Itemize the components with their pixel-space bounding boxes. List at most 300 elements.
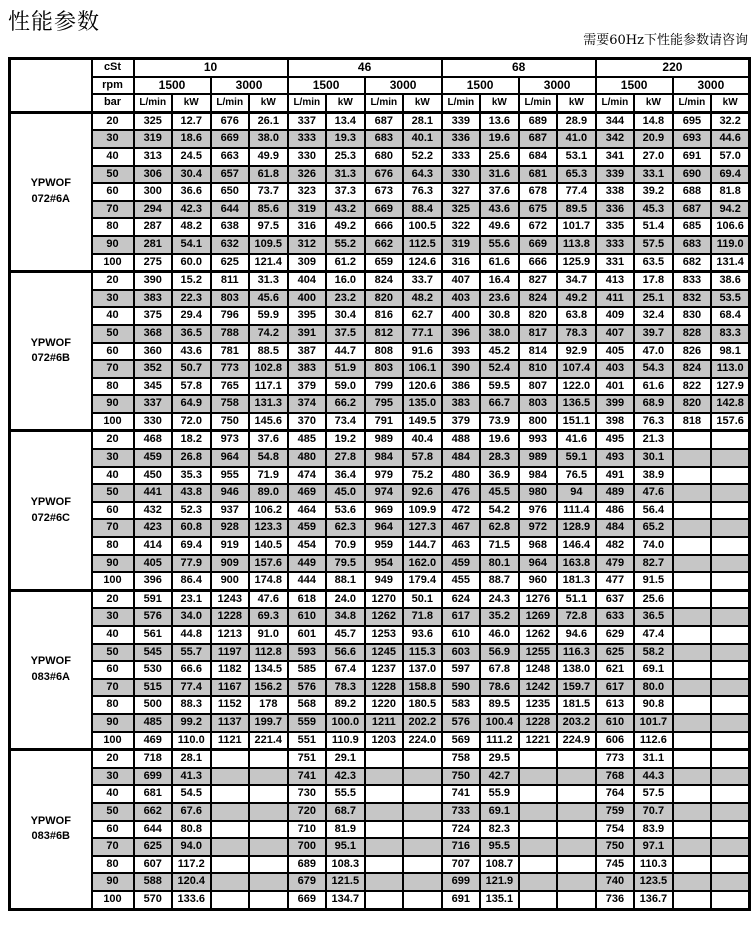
bar-cell: 40: [92, 307, 134, 325]
data-cell: 1242: [519, 679, 558, 697]
data-cell: 331: [596, 254, 635, 272]
data-cell: [711, 821, 750, 839]
data-cell: 413: [596, 272, 635, 290]
data-cell: 93.6: [403, 626, 442, 644]
data-cell: 390: [442, 360, 481, 378]
data-cell: 39.7: [634, 325, 673, 343]
bar-cell: 50: [92, 803, 134, 821]
data-cell: 370: [288, 413, 327, 431]
data-cell: [711, 803, 750, 821]
data-cell: [711, 608, 750, 626]
rpm-3000: 3000: [211, 77, 288, 95]
data-cell: 972: [519, 519, 558, 537]
data-cell: 720: [288, 803, 327, 821]
data-cell: 47.4: [634, 626, 673, 644]
table-row: [10, 395, 750, 413]
data-cell: 716: [442, 838, 481, 856]
data-cell: 750: [442, 768, 481, 786]
bar-cell: 90: [92, 395, 134, 413]
data-cell: 28.3: [480, 449, 519, 467]
data-cell: 491: [596, 467, 635, 485]
table-row: [10, 644, 750, 662]
data-cell: [211, 803, 250, 821]
data-cell: 92.6: [403, 484, 442, 502]
header-row-rpm: [10, 77, 750, 95]
data-cell: 60.0: [172, 254, 211, 272]
data-cell: 683: [365, 130, 404, 148]
data-cell: 1228: [365, 679, 404, 697]
data-cell: 1255: [519, 644, 558, 662]
data-cell: 405: [134, 555, 173, 573]
data-cell: 91.5: [634, 572, 673, 590]
data-cell: 64.9: [172, 395, 211, 413]
data-cell: 47.0: [634, 343, 673, 361]
data-cell: 313: [134, 148, 173, 166]
data-cell: 325: [442, 201, 481, 219]
data-cell: [249, 750, 288, 768]
data-cell: 312: [288, 236, 327, 254]
data-cell: 691: [673, 148, 712, 166]
data-cell: 800: [519, 413, 558, 431]
data-cell: 467: [442, 519, 481, 537]
data-cell: [249, 838, 288, 856]
data-cell: 824: [519, 290, 558, 308]
data-cell: 326: [288, 166, 327, 184]
data-cell: 113.0: [711, 360, 750, 378]
data-cell: 485: [134, 714, 173, 732]
data-cell: 157.6: [249, 555, 288, 573]
data-cell: 583: [442, 696, 481, 714]
data-cell: 808: [365, 343, 404, 361]
table-row: [10, 785, 750, 803]
data-cell: 395: [288, 307, 327, 325]
data-cell: 309: [288, 254, 327, 272]
data-cell: 25.6: [480, 148, 519, 166]
data-cell: 976: [519, 502, 558, 520]
data-cell: 59.1: [557, 449, 596, 467]
data-cell: 89.5: [557, 201, 596, 219]
table-row: [10, 290, 750, 308]
data-cell: 62.7: [403, 307, 442, 325]
data-cell: 1167: [211, 679, 250, 697]
data-cell: 669: [365, 201, 404, 219]
data-cell: 955: [211, 467, 250, 485]
data-cell: [673, 873, 712, 891]
data-cell: [711, 502, 750, 520]
data-cell: 480: [442, 467, 481, 485]
data-cell: [211, 750, 250, 768]
data-cell: 745: [596, 856, 635, 874]
data-cell: [249, 768, 288, 786]
data-cell: 335: [596, 218, 635, 236]
data-cell: 403: [442, 290, 481, 308]
bar-cell: 20: [92, 590, 134, 608]
data-cell: 676: [211, 112, 250, 130]
data-cell: [673, 768, 712, 786]
unit-flow: L/min: [442, 94, 481, 112]
data-cell: 687: [519, 130, 558, 148]
data-cell: 16.0: [326, 272, 365, 290]
data-cell: 80.1: [480, 555, 519, 573]
data-cell: 101.7: [634, 714, 673, 732]
data-cell: 316: [288, 218, 327, 236]
data-cell: [711, 785, 750, 803]
data-cell: [711, 891, 750, 909]
unit-power: kW: [711, 94, 750, 112]
data-cell: 224.0: [403, 732, 442, 750]
data-cell: 1253: [365, 626, 404, 644]
data-cell: 72.8: [557, 608, 596, 626]
data-cell: 82.7: [634, 555, 673, 573]
data-cell: 91.0: [249, 626, 288, 644]
data-cell: 803: [211, 290, 250, 308]
data-cell: 398: [596, 413, 635, 431]
data-cell: 76.3: [634, 413, 673, 431]
data-cell: 569: [442, 732, 481, 750]
data-cell: 24.5: [172, 148, 211, 166]
data-cell: 909: [211, 555, 250, 573]
data-cell: 42.3: [172, 201, 211, 219]
data-cell: 18.6: [172, 130, 211, 148]
data-cell: 19.3: [326, 130, 365, 148]
bar-cell: 80: [92, 696, 134, 714]
data-cell: 333: [596, 236, 635, 254]
data-cell: 181.5: [557, 696, 596, 714]
data-cell: 71.8: [403, 608, 442, 626]
data-cell: 95.1: [326, 838, 365, 856]
data-cell: 122.0: [557, 378, 596, 396]
data-cell: 77.4: [172, 679, 211, 697]
data-cell: [673, 449, 712, 467]
data-cell: 81.9: [326, 821, 365, 839]
data-cell: 52.3: [172, 502, 211, 520]
data-cell: 57.8: [403, 449, 442, 467]
data-cell: 57.5: [634, 236, 673, 254]
table-row: [10, 768, 750, 786]
data-cell: 391: [288, 325, 327, 343]
table-row: [10, 873, 750, 891]
data-cell: 30.1: [634, 449, 673, 467]
table-row: [10, 431, 750, 449]
data-cell: 140.5: [249, 537, 288, 555]
data-cell: 281: [134, 236, 173, 254]
data-cell: 37.3: [326, 183, 365, 201]
cst-group-10: 10: [134, 59, 288, 77]
table-row: [10, 821, 750, 839]
model-cell: [10, 431, 92, 590]
data-cell: 54.3: [634, 360, 673, 378]
data-cell: 95.5: [480, 838, 519, 856]
data-cell: 803: [365, 360, 404, 378]
data-cell: 830: [673, 307, 712, 325]
unit-flow: L/min: [673, 94, 712, 112]
data-cell: 23.1: [172, 590, 211, 608]
data-cell: 617: [596, 679, 635, 697]
data-cell: 339: [442, 112, 481, 130]
data-cell: [673, 431, 712, 449]
data-cell: 45.7: [326, 626, 365, 644]
data-cell: 730: [288, 785, 327, 803]
page-title: 性能参数: [8, 10, 101, 35]
data-cell: 707: [442, 856, 481, 874]
data-cell: 1220: [365, 696, 404, 714]
data-cell: 45.0: [326, 484, 365, 502]
data-cell: 41.0: [557, 130, 596, 148]
data-cell: 203.2: [557, 714, 596, 732]
data-cell: 85.6: [249, 201, 288, 219]
data-cell: [673, 608, 712, 626]
data-cell: [557, 856, 596, 874]
bar-cell: 40: [92, 148, 134, 166]
data-cell: 31.3: [326, 166, 365, 184]
data-cell: 740: [596, 873, 635, 891]
unit-power: kW: [403, 94, 442, 112]
data-cell: 650: [211, 183, 250, 201]
data-cell: 750: [211, 413, 250, 431]
data-cell: 73.4: [326, 413, 365, 431]
data-cell: 108.7: [480, 856, 519, 874]
data-cell: 77.9: [172, 555, 211, 573]
data-cell: [249, 873, 288, 891]
data-cell: 441: [134, 484, 173, 502]
data-cell: 1228: [211, 608, 250, 626]
model-line2: 083#6A: [31, 670, 71, 683]
data-cell: 663: [211, 148, 250, 166]
data-cell: 23.6: [480, 290, 519, 308]
data-cell: 469: [288, 484, 327, 502]
table-row: [10, 661, 750, 679]
unit-flow: L/min: [365, 94, 404, 112]
bar-cell: 90: [92, 873, 134, 891]
data-cell: 316: [442, 254, 481, 272]
data-cell: 606: [596, 732, 635, 750]
data-cell: [211, 768, 250, 786]
data-cell: 74.0: [634, 537, 673, 555]
data-cell: 74.2: [249, 325, 288, 343]
data-cell: 754: [596, 821, 635, 839]
bar-cell: 60: [92, 821, 134, 839]
data-cell: [557, 768, 596, 786]
data-cell: 493: [596, 449, 635, 467]
table-row: [10, 838, 750, 856]
data-cell: 36.5: [172, 325, 211, 343]
data-cell: 495: [596, 431, 635, 449]
table-row: [10, 891, 750, 909]
performance-table: [8, 57, 751, 911]
table-row: [10, 112, 750, 130]
data-cell: 327: [442, 183, 481, 201]
data-cell: 638: [211, 218, 250, 236]
data-cell: 116.3: [557, 644, 596, 662]
data-cell: 484: [596, 519, 635, 537]
data-cell: 468: [134, 431, 173, 449]
data-cell: 61.6: [480, 254, 519, 272]
data-cell: 59.0: [326, 378, 365, 396]
data-cell: 121.9: [480, 873, 519, 891]
data-cell: 22.3: [172, 290, 211, 308]
data-cell: 824: [673, 360, 712, 378]
data-cell: 820: [365, 290, 404, 308]
data-cell: 120.4: [172, 873, 211, 891]
data-cell: 67.8: [480, 661, 519, 679]
data-cell: 82.3: [480, 821, 519, 839]
data-cell: 108.3: [326, 856, 365, 874]
data-cell: 181.3: [557, 572, 596, 590]
table-row: [10, 696, 750, 714]
data-cell: 136.7: [634, 891, 673, 909]
data-cell: 432: [134, 502, 173, 520]
data-cell: 454: [288, 537, 327, 555]
data-cell: [673, 891, 712, 909]
data-cell: 224.9: [557, 732, 596, 750]
data-cell: 110.3: [634, 856, 673, 874]
data-cell: 55.7: [172, 644, 211, 662]
data-cell: 515: [134, 679, 173, 697]
data-cell: 128.9: [557, 519, 596, 537]
data-cell: [249, 856, 288, 874]
data-cell: 352: [134, 360, 173, 378]
data-cell: 826: [673, 343, 712, 361]
data-cell: 88.1: [326, 572, 365, 590]
data-cell: 764: [596, 785, 635, 803]
data-cell: 134.7: [326, 891, 365, 909]
table-row: [10, 467, 750, 485]
bar-cell: 20: [92, 750, 134, 768]
data-cell: 325: [134, 112, 173, 130]
data-cell: 689: [288, 856, 327, 874]
data-cell: 117.2: [172, 856, 211, 874]
table-row: [10, 626, 750, 644]
data-cell: 44.8: [172, 626, 211, 644]
data-cell: 820: [673, 395, 712, 413]
data-cell: 561: [134, 626, 173, 644]
data-cell: 414: [134, 537, 173, 555]
data-cell: 36.9: [480, 467, 519, 485]
data-cell: 796: [211, 307, 250, 325]
data-cell: [673, 750, 712, 768]
data-cell: 820: [519, 307, 558, 325]
data-cell: [519, 821, 558, 839]
data-cell: 30.4: [172, 166, 211, 184]
data-cell: 13.4: [326, 112, 365, 130]
table-body: [10, 112, 750, 909]
bar-cell: 30: [92, 290, 134, 308]
table-row: [10, 732, 750, 750]
data-cell: 486: [596, 502, 635, 520]
data-cell: 125.9: [557, 254, 596, 272]
data-cell: 683: [673, 236, 712, 254]
data-cell: 489: [596, 484, 635, 502]
data-cell: 484: [442, 449, 481, 467]
data-cell: 404: [288, 272, 327, 290]
rpm-label: rpm: [92, 77, 134, 95]
data-cell: 26.8: [172, 449, 211, 467]
data-cell: 72.0: [172, 413, 211, 431]
data-cell: 115.3: [403, 644, 442, 662]
data-cell: 383: [134, 290, 173, 308]
data-cell: 479: [596, 555, 635, 573]
data-cell: 90.8: [634, 696, 673, 714]
data-cell: 832: [673, 290, 712, 308]
data-cell: 68.9: [634, 395, 673, 413]
data-cell: 109.5: [249, 236, 288, 254]
data-cell: 306: [134, 166, 173, 184]
bar-cell: 80: [92, 378, 134, 396]
bar-cell: 60: [92, 343, 134, 361]
data-cell: 145.6: [249, 413, 288, 431]
data-cell: 928: [211, 519, 250, 537]
data-cell: 964: [365, 519, 404, 537]
data-cell: 43.8: [172, 484, 211, 502]
data-cell: [673, 696, 712, 714]
data-cell: 576: [442, 714, 481, 732]
data-cell: 121.4: [249, 254, 288, 272]
data-cell: 618: [288, 590, 327, 608]
data-cell: 28.1: [403, 112, 442, 130]
data-cell: 768: [596, 768, 635, 786]
data-cell: 624: [442, 590, 481, 608]
data-cell: 120.6: [403, 378, 442, 396]
data-cell: 27.0: [634, 148, 673, 166]
data-cell: 989: [519, 449, 558, 467]
data-cell: 43.6: [480, 201, 519, 219]
data-cell: 80.8: [172, 821, 211, 839]
data-cell: 144.7: [403, 537, 442, 555]
data-cell: 669: [288, 891, 327, 909]
data-cell: [711, 750, 750, 768]
data-cell: 48.2: [172, 218, 211, 236]
data-cell: 946: [211, 484, 250, 502]
data-cell: 35.2: [480, 608, 519, 626]
data-cell: 633: [596, 608, 635, 626]
bar-cell: 20: [92, 431, 134, 449]
data-cell: 680: [365, 148, 404, 166]
table-row: [10, 590, 750, 608]
data-cell: 828: [673, 325, 712, 343]
data-cell: [711, 626, 750, 644]
data-cell: 695: [673, 112, 712, 130]
data-cell: 993: [519, 431, 558, 449]
data-cell: 375: [134, 307, 173, 325]
data-cell: 23.2: [326, 290, 365, 308]
data-cell: [249, 785, 288, 803]
data-cell: 688: [673, 183, 712, 201]
data-cell: 76.5: [557, 467, 596, 485]
data-cell: [557, 821, 596, 839]
data-cell: 66.6: [172, 661, 211, 679]
data-cell: 585: [288, 661, 327, 679]
data-cell: 221.4: [249, 732, 288, 750]
data-cell: 29.1: [326, 750, 365, 768]
data-cell: 396: [134, 572, 173, 590]
data-cell: 330: [288, 148, 327, 166]
data-cell: 750: [596, 838, 635, 856]
data-cell: 693: [673, 130, 712, 148]
data-cell: 459: [442, 555, 481, 573]
data-cell: 423: [134, 519, 173, 537]
unit-power: kW: [172, 94, 211, 112]
data-cell: 1228: [519, 714, 558, 732]
data-cell: 99.2: [172, 714, 211, 732]
data-cell: 613: [596, 696, 635, 714]
data-cell: 666: [365, 218, 404, 236]
data-cell: 110.9: [326, 732, 365, 750]
data-cell: 379: [288, 378, 327, 396]
data-cell: 42.3: [326, 768, 365, 786]
data-cell: 690: [673, 166, 712, 184]
bar-cell: 100: [92, 572, 134, 590]
data-cell: [673, 821, 712, 839]
